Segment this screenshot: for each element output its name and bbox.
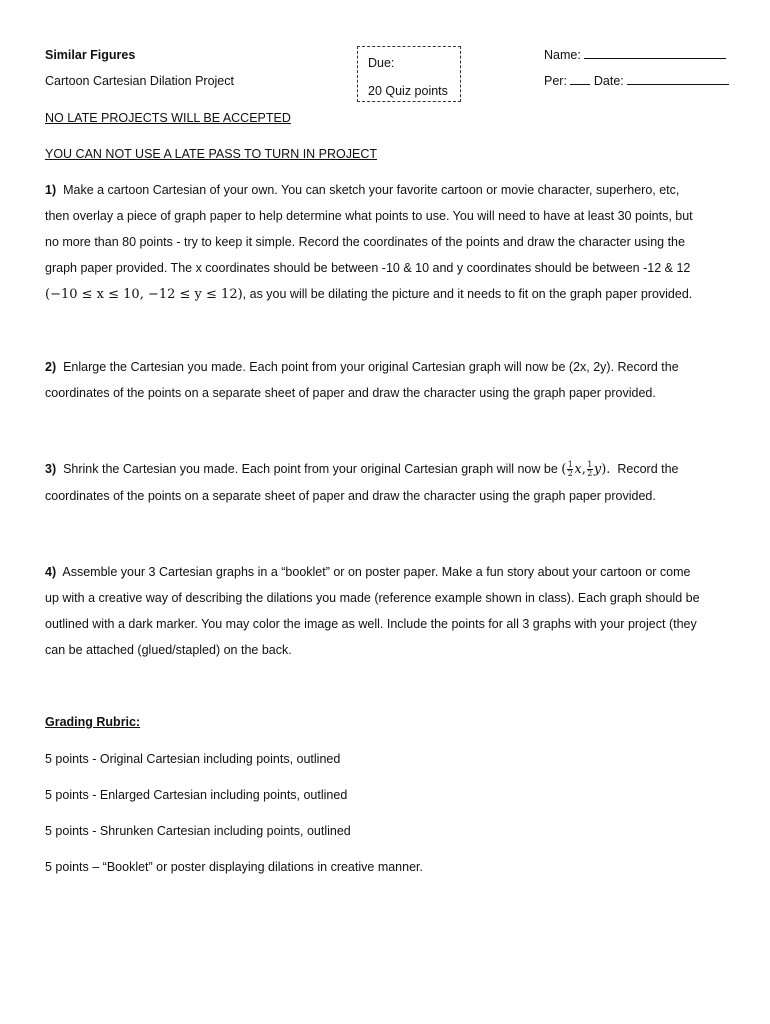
step-2-line-1: Enlarge the Cartesian you made. Each point from your original Cartesian graph will now be (2x, 2y). Record the — [63, 360, 679, 374]
step-1-inequality: (−10 ≤ x ≤ 10, −12 ≤ y ≤ 12) — [45, 287, 243, 302]
step-3-line-1-end: Record the — [617, 462, 679, 476]
step-1 — [45, 177, 735, 308]
per-field[interactable] — [570, 84, 590, 85]
per-date-row — [544, 74, 729, 88]
step-4-line-2: up with a creative way of describing the dilations you made (reference example shown in class). Each graph should be — [45, 591, 700, 605]
date-field[interactable] — [627, 84, 729, 85]
step-1-line-2: then overlay a piece of graph paper to help determine what points to use. You will need to have at least 30 points, but — [45, 209, 693, 223]
step-3-line-1: Shrink the Cartesian you made. Each point from your original Cartesian graph will now be — [63, 462, 558, 476]
date-label: Date: — [593, 74, 624, 88]
no-late-pass-notice: YOU CAN NOT USE A LATE PASS TO TURN IN PROJECT — [45, 147, 378, 161]
step-3-number: 3) — [45, 462, 57, 476]
topic-title: Similar Figures — [45, 48, 136, 62]
points-label: 20 Quiz points — [368, 84, 448, 98]
rubric-title: Grading Rubric: — [45, 715, 141, 729]
step-4 — [45, 559, 735, 663]
name-field[interactable] — [584, 58, 726, 59]
step-2-line-2: coordinates of the points on a separate sheet of paper and draw the character using the graph paper provided. — [45, 386, 656, 400]
step-4-number: 4) — [45, 565, 57, 579]
step-1-line-4: graph paper provided. The x coordinates should be between -10 & 10 and y coordinates should be between -12 & 12 — [45, 261, 691, 275]
rubric-item: 5 points – “Booklet” or poster displaying dilations in creative manner. — [45, 860, 423, 874]
step-2 — [45, 354, 735, 406]
name-label: Name: — [544, 48, 581, 62]
shrink-formula: ( $\frac{1}{2}$ x, $\frac{1}{2}$ y). — [561, 460, 611, 478]
step-1-number: 1) — [45, 183, 57, 197]
step-1-line-3: no more than 80 points - try to keep it simple. Record the coordinates of the points and draw the character using the — [45, 235, 685, 249]
step-4-line-3: outlined with a dark marker. You may color the image as well. Include the points for all 3 graphs with your project (they — [45, 617, 697, 631]
step-4-line-1: Assemble your 3 Cartesian graphs in a “booklet” or on poster paper. Make a fun story about your cartoon or come — [62, 565, 691, 579]
step-3-line-2: coordinates of the points on a separate sheet of paper and draw the character using the graph paper provided. — [45, 489, 656, 503]
step-3 — [45, 456, 735, 509]
step-4-line-4: can be attached (glued/stapled) on the back. — [45, 643, 292, 657]
name-row — [544, 48, 726, 62]
step-1-line-1: Make a cartoon Cartesian of your own. You can sketch your favorite cartoon or movie character, superhero, etc, — [63, 183, 680, 197]
frac-y: $\frac{1}{2}$ — [587, 460, 593, 478]
per-label: Per: — [544, 74, 567, 88]
rubric-item: 5 points - Enlarged Cartesian including points, outlined — [45, 788, 348, 802]
due-label: Due: — [368, 56, 395, 70]
rubric-item: 5 points - Original Cartesian including points, outlined — [45, 752, 341, 766]
no-late-notice: NO LATE PROJECTS WILL BE ACCEPTED — [45, 111, 291, 125]
project-title: Cartoon Cartesian Dilation Project — [45, 74, 234, 88]
frac-x: $\frac{1}{2}$ — [567, 460, 573, 478]
rubric-item: 5 points - Shrunken Cartesian including points, outlined — [45, 824, 351, 838]
step-2-number: 2) — [45, 360, 57, 374]
step-1-line-5: , as you will be dilating the picture and it needs to fit on the graph paper provided. — [242, 287, 693, 301]
